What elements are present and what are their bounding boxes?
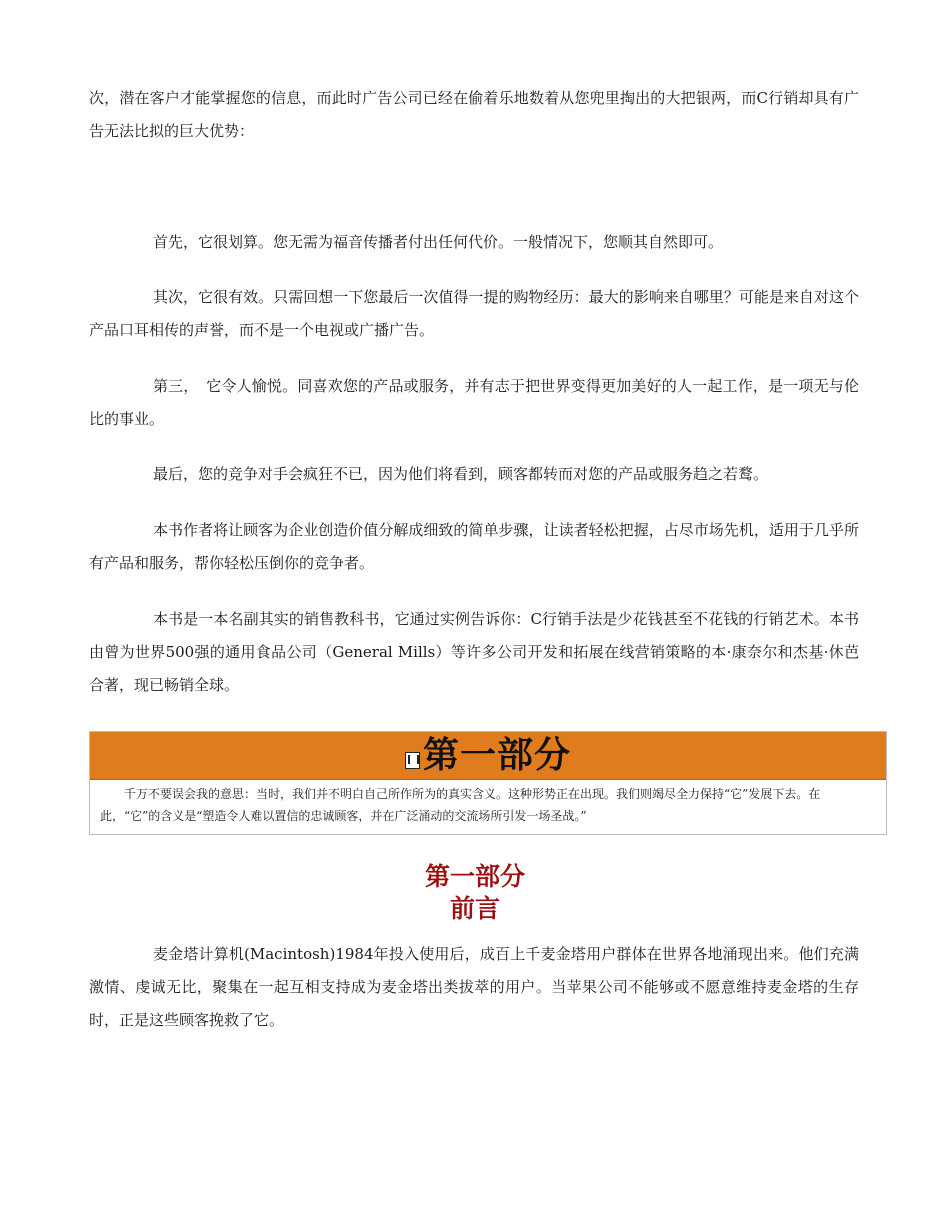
intro-paragraph: 次，潜在客户才能掌握您的信息，而此时广告公司已经在偷着乐地数着从您兜里掏出的大把银两，而C行销却具有广告无法比拟的巨大优势：: [89, 89, 859, 140]
preface-paragraph: 麦金塔计算机(Macintosh)1984年投入使用后，成百上千麦金塔用户群体在世界各地涌现出来。他们充满激情、虔诚无比，聚集在一起互相支持成为麦金塔出类拔萃的用户。当苹果公司不能够或不愿意维持麦金塔的生存时，正是这些顾客挽救了它。: [89, 945, 859, 1029]
part-banner-quote: 千万不要误会我的意思：当时，我们并不明白自己所作所为的真实含义。这种形势正在出现。我们则竭尽全力保持“它”发展下去。在此，“它”的含义是“塑造令人难以置信的忠诚顾客，并在广泛涌动的交流场所引发一场圣战。”: [100, 787, 821, 823]
part-banner-header: [90, 732, 886, 780]
advantage-last: 最后，您的竞争对手会疯狂不已，因为他们将看到，顾客都转而对您的产品或服务趋之若鹜。: [153, 465, 769, 483]
section-part-title: 第一部分: [424, 862, 525, 891]
book-icon: [405, 752, 420, 769]
advantage-first: 首先，它很划算。您无需为福音传播者付出任何代价。一般情况下，您顺其自然即可。: [153, 233, 724, 251]
book-intro-paragraph: 本书是一本名副其实的销售教科书，它通过实例告诉你：C行销手法是少花钱甚至不花钱的行销艺术。本书由曾为世界500强的通用食品公司（General Mills）等许多公司开发和拓展在线营销策略的本·康奈尔和杰基·休芭合著，现已畅销全球。: [89, 610, 859, 694]
part-banner: [89, 731, 887, 835]
advantage-second: 其次，它很有效。只需回想一下您最后一次值得一提的购物经历：最大的影响来自哪里？可能是来自对这个产品口耳相传的声誉，而不是一个电视或广播广告。: [89, 288, 859, 339]
section-subtitle: 前言: [449, 894, 500, 923]
part-banner-title: 第一部分: [422, 735, 571, 776]
book-summary-paragraph: 本书作者将让顾客为企业创造价值分解成细致的简单步骤，让读者轻松把握，占尽市场先机，适用于几乎所有产品和服务，帮你轻松压倒你的竞争者。: [89, 521, 859, 572]
advantage-third: 第三， 它令人愉悦。同喜欢您的产品或服务，并有志于把世界变得更加美好的人一起工作，是一项无与伦比的事业。: [89, 377, 859, 428]
